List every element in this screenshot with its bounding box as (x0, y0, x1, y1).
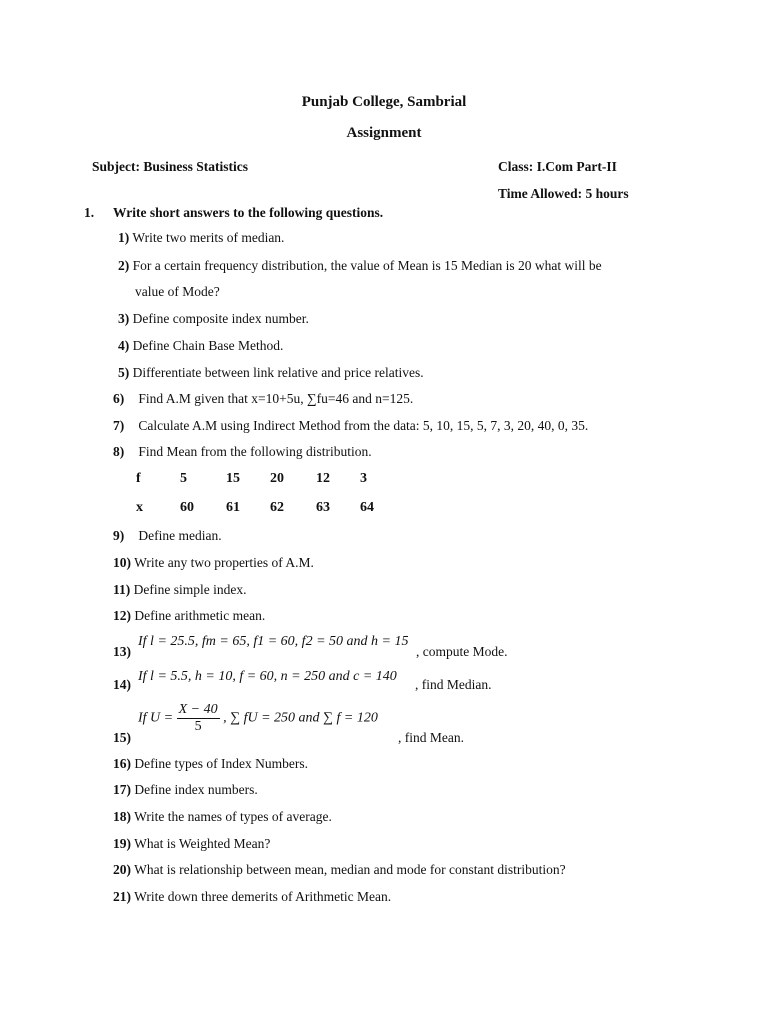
question-text: Define simple index. (133, 582, 247, 597)
question-number: 7) (113, 418, 125, 433)
f-value: 15 (226, 471, 240, 486)
formula-q15-suffix: , ∑ fU = 250 and ∑ f = 120 (223, 710, 378, 726)
question-number: 15) (113, 730, 131, 745)
question-21 (113, 888, 391, 906)
question-20 (113, 861, 566, 879)
question-number: 1) (118, 230, 130, 245)
question-number: 3) (118, 311, 130, 326)
question-6 (113, 390, 413, 408)
question-text: Define arithmetic mean. (134, 608, 266, 623)
subject-label: Subject: Business Statistics (92, 159, 249, 174)
question-18 (113, 808, 332, 826)
distribution-row-x (0, 500, 768, 520)
question-text: What is Weighted Mean? (134, 836, 271, 851)
row-label-x: x (136, 500, 143, 515)
question-text: Write down three demerits of Arithmetic Mean. (134, 889, 392, 904)
question-text: Define Chain Base Method. (132, 338, 284, 353)
section-heading: Write short answers to the following questions. (113, 205, 384, 220)
question-5 (118, 364, 424, 382)
question-9 (113, 527, 222, 545)
question-15-text: , find Mean. (398, 730, 464, 745)
formula-q15-prefix: If U = (138, 710, 174, 726)
fraction-denominator: 5 (194, 719, 202, 734)
question-10 (113, 554, 314, 572)
question-text: Write the names of types of average. (134, 809, 332, 824)
question-number: 19) (113, 836, 131, 851)
question-7 (113, 417, 588, 435)
question-11 (113, 581, 247, 599)
question-number: 20) (113, 862, 131, 877)
question-12 (113, 607, 265, 625)
question-number: 12) (113, 608, 131, 623)
question-number: 4) (118, 338, 130, 353)
f-value: 5 (180, 471, 187, 486)
question-4 (118, 337, 283, 355)
question-text: What is relationship between mean, median and mode for constant distribution? (134, 862, 566, 877)
question-text: Write any two properties of A.M. (134, 555, 314, 570)
time-allowed: Time Allowed: 5 hours (498, 186, 629, 201)
question-number: 6) (113, 391, 125, 406)
question-13 (113, 643, 131, 661)
question-text: Define types of Index Numbers. (134, 756, 308, 771)
f-value: 12 (316, 471, 330, 486)
question-number: 10) (113, 555, 131, 570)
question-text: Define median. (138, 528, 222, 543)
f-value: 20 (270, 471, 284, 486)
document-type: Assignment (346, 125, 422, 141)
question-text: Define composite index number. (132, 311, 309, 326)
question-number: 13) (113, 644, 131, 659)
question-15 (113, 729, 131, 747)
question-8 (113, 443, 372, 461)
section-number: 1. (84, 205, 95, 220)
question-text: Define index numbers. (134, 782, 258, 797)
question-number: 16) (113, 756, 131, 771)
question-number: 8) (113, 444, 125, 459)
question-text: Calculate A.M using Indirect Method from the data: 5, 10, 15, 5, 7, 3, 20, 40, 0, 35. (138, 418, 589, 433)
question-3 (118, 310, 309, 328)
distribution-row-f (0, 471, 768, 491)
question-17 (113, 781, 258, 799)
x-value: 64 (360, 500, 374, 515)
question-text: Differentiate between link relative and price relatives. (132, 365, 424, 380)
question-14 (113, 676, 131, 694)
question-number: 21) (113, 889, 131, 904)
question-14-text: , find Median. (415, 677, 492, 692)
row-label-f: f (136, 471, 141, 486)
question-text: Write two merits of median. (132, 230, 285, 245)
x-value: 62 (270, 500, 284, 515)
question-number: 14) (113, 677, 131, 692)
x-value: 61 (226, 500, 240, 515)
question-13-text: , compute Mode. (416, 644, 508, 659)
college-name: Punjab College, Sambrial (301, 94, 467, 110)
question-number: 11) (113, 582, 131, 597)
formula-q14: If l = 5.5, h = 10, f = 60, n = 250 and c = 140 (138, 669, 397, 684)
question-1 (118, 229, 284, 247)
fraction-numerator: X − 40 (178, 702, 218, 717)
f-value: 3 (360, 471, 367, 486)
question-16 (113, 755, 308, 773)
class-label: Class: I.Com Part-II (498, 159, 617, 174)
question-text: Find A.M given that x=10+5u, ∑fu=46 and n=125. (138, 391, 414, 406)
x-value: 60 (180, 500, 194, 515)
formula-q13: If l = 25.5, fm = 65, f1 = 60, f2 = 50 and h = 15 (138, 634, 409, 649)
question-text: For a certain frequency distribution, the value of Mean is 15 Median is 20 what will be (132, 258, 602, 273)
question-number: 18) (113, 809, 131, 824)
question-number: 2) (118, 258, 130, 273)
question-text: Find Mean from the following distribution. (138, 444, 372, 459)
x-value: 63 (316, 500, 330, 515)
question-19 (113, 835, 270, 853)
formula-q15 (138, 702, 378, 735)
question-number: 9) (113, 528, 125, 543)
question-2 (118, 257, 602, 275)
question-number: 5) (118, 365, 130, 380)
question-2-continued: value of Mode? (135, 284, 220, 299)
question-number: 17) (113, 782, 131, 797)
formula-q15-fraction (177, 702, 220, 735)
